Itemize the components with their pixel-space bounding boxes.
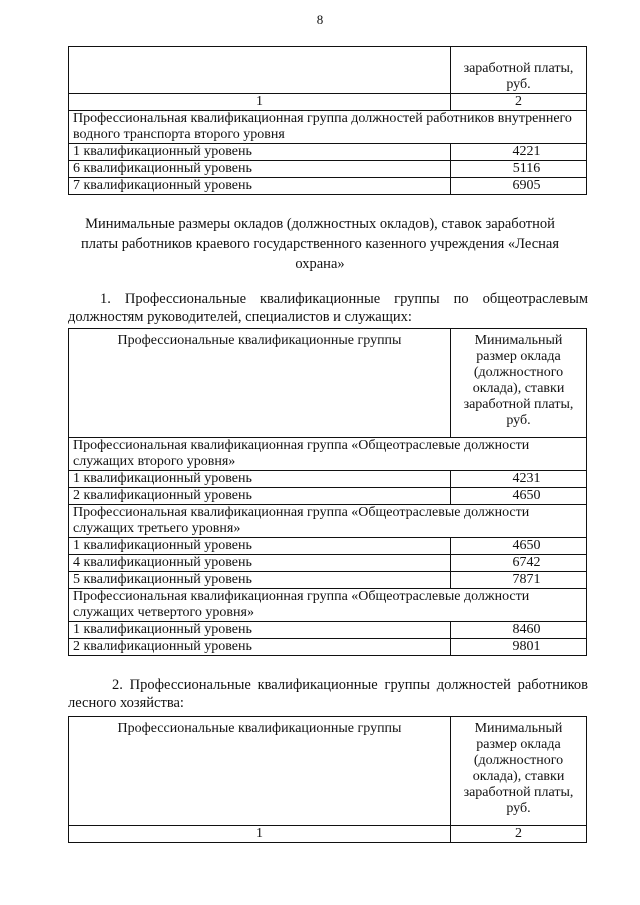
table-colnum-row [69,94,587,111]
value-cell: 4650 [451,538,587,555]
col2-header: Минимальный размер оклада (должностного оклада), ставки заработной платы, руб. [451,329,587,438]
level-cell: 2 квалификационный уровень [69,639,451,656]
page-number: 8 [316,12,324,27]
table-header-row [69,329,587,438]
group-title: Профессиональная квалификационная группа «Общеотраслевые должности служащих второго уровня» [69,438,587,471]
table-group-row [69,589,587,622]
colnum-2: 2 [451,94,587,111]
group-title: Профессиональная квалификационная группа должностей работников внутреннего водного транспорта второго уровня [69,111,587,144]
table-row [69,572,587,589]
table-group-row [69,111,587,144]
value-cell: 8460 [451,622,587,639]
table-header-row [69,717,587,826]
col2-header: Минимальный размер оклада (должностного оклада), ставки заработной платы, руб. [451,717,587,826]
table-row [69,555,587,572]
colnum-2: 2 [451,826,587,843]
table-row [69,639,587,656]
level-cell: 1 квалификационный уровень [69,622,451,639]
value-cell: 4650 [451,488,587,505]
table-row [69,471,587,488]
col1-header: Профессиональные квалификационные группы [69,329,451,438]
table-group-row [69,505,587,538]
value-cell: 5116 [451,161,587,178]
group-title: Профессиональная квалификационная группа «Общеотраслевые должности служащих четвертого уровня» [69,589,587,622]
value-cell: 6742 [451,555,587,572]
table-group-row [69,438,587,471]
level-cell: 1 квалификационный уровень [69,538,451,555]
table-header-row [69,47,587,94]
table-row [69,161,587,178]
table-row [69,622,587,639]
level-cell: 1 квалификационный уровень [69,144,451,161]
value-cell: 7871 [451,572,587,589]
table-colnum-row [69,826,587,843]
level-cell: 2 квалификационный уровень [69,488,451,505]
level-cell: 7 квалификационный уровень [69,178,451,195]
level-cell: 4 квалификационный уровень [69,555,451,572]
level-cell: 6 квалификационный уровень [69,161,451,178]
value-cell: 6905 [451,178,587,195]
value-cell: 4221 [451,144,587,161]
section-1-text: 1. Профессиональные квалификационные группы по общеотраслевым должностям руководителей, специалистов и служащих: [68,291,588,325]
value-cell: 4231 [451,471,587,488]
section-2-text: 2. Профессиональные квалификационные группы должностей работников лесного хозяйства: [68,677,588,711]
value-cell: 9801 [451,639,587,656]
table-header-cell-salary: заработной платы, руб. [451,47,587,94]
table-forestry-positions [68,716,587,843]
section-heading: Минимальные размеры окладов (должностных окладов), ставок заработной платы работников краевого государственного казенного учреждения «Лесная охрана» [80,216,560,272]
col1-header: Профессиональные квалификационные группы [69,717,451,826]
table-row [69,178,587,195]
level-cell: 5 квалификационный уровень [69,572,451,589]
table-general-positions [68,328,587,656]
table-row [69,488,587,505]
table-water-transport [68,46,587,195]
table-row [69,144,587,161]
table-row [69,538,587,555]
level-cell: 1 квалификационный уровень [69,471,451,488]
table-header-cell-empty [69,47,451,94]
group-title: Профессиональная квалификационная группа «Общеотраслевые должности служащих третьего уровня» [69,505,587,538]
colnum-1: 1 [69,826,451,843]
colnum-1: 1 [69,94,451,111]
